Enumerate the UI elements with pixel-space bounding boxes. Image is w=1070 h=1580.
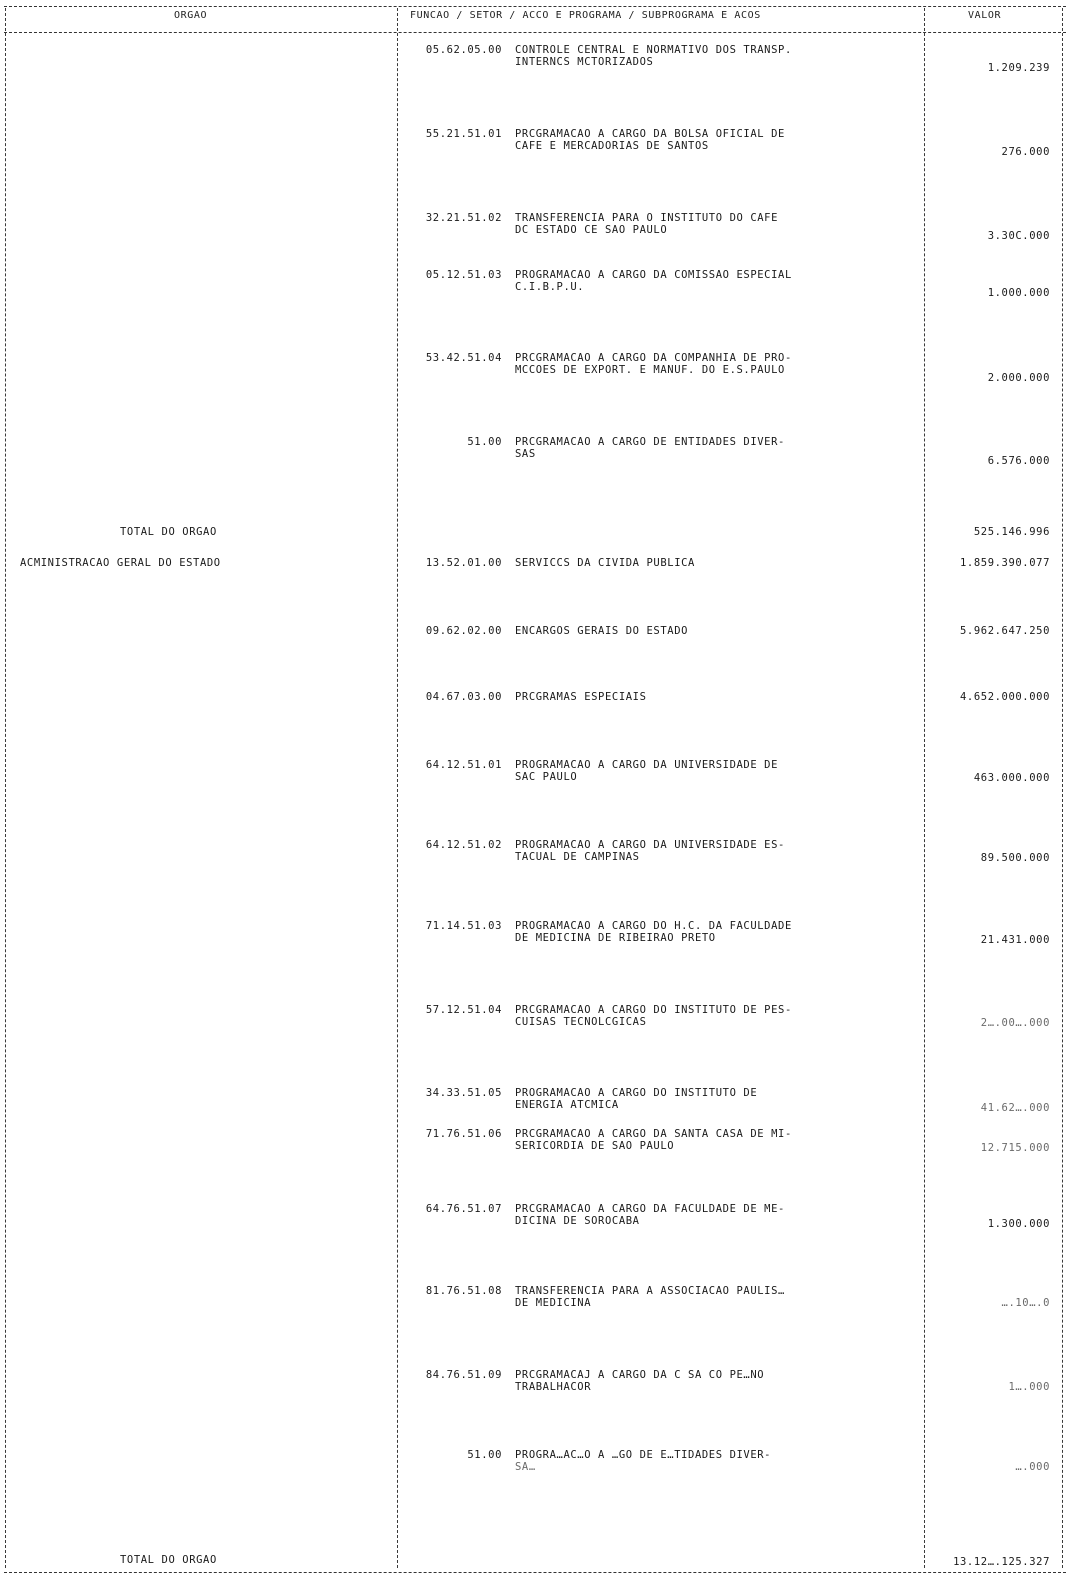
row-desc-line1: PRCGRAMAS ESPECIAIS (515, 691, 647, 703)
row-code: 71.76.51.06 (425, 1128, 502, 1140)
total-orgao-value: 13.12….125.327 (953, 1556, 1050, 1568)
row-code: 71.14.51.03 (425, 920, 502, 932)
row-code: 81.76.51.08 (425, 1285, 502, 1297)
row-desc-line1: TRANSFERENCIA PARA A ASSOCIACAO PAULIS… (515, 1285, 785, 1297)
row-desc-line1: PRCGRAMACAO A CARGO DA BOLSA OFICIAL DE (515, 128, 785, 140)
row-desc-line1: ENCARGOS GERAIS DO ESTADO (515, 625, 689, 637)
row-desc-line2: MCCOES DE EXPORT. E MANUF. DO E.S.PAULO (515, 364, 785, 376)
row-desc-line2: SA… (515, 1461, 536, 1473)
row-desc-line2: SERICORDIA DE SAO PAULO (515, 1140, 675, 1152)
row-value: 89.500.000 (980, 852, 1050, 864)
row-code: 51.00 (467, 436, 502, 448)
row-value: 12.715.000 (980, 1142, 1050, 1154)
row-code: 53.42.51.04 (425, 352, 502, 364)
row-desc-line2: SAC PAULO (515, 771, 578, 783)
row-desc-line1: TRANSFERENCIA PARA O INSTITUTO DO CAFE (515, 212, 779, 224)
row-desc-line2: DE MEDICINA (515, 1297, 592, 1309)
row-value: 4.652.000.000 (960, 691, 1050, 703)
row-desc-line1: PROGRAMACAO A CARGO DA UNIVERSIDADE DE (515, 759, 779, 771)
row-desc-line2: SAS (515, 448, 536, 460)
row-value: 463.000.000 (973, 772, 1050, 784)
row-desc-line1: PROGRAMACAO A CARGO DO H.C. DA FACULDADE (515, 920, 792, 932)
row-code: 51.00 (467, 1449, 502, 1461)
row-value: ….10….0 (1001, 1297, 1050, 1309)
row-code: 13.52.01.00 (425, 557, 502, 569)
header-orgao: ORGAO (174, 10, 208, 21)
row-desc-line1: PRCGRAMACAO A CARGO DA SANTA CASA DE MI- (515, 1128, 792, 1140)
row-desc-line1: PRCGRAMACAO A CARGO DO INSTITUTO DE PES- (515, 1004, 792, 1016)
header-valor: VALOR (968, 10, 1002, 21)
row-value: 276.000 (1001, 146, 1050, 158)
row-desc-line1: PROGRA…AC…O A …GO DE E…TIDADES DIVER- (515, 1449, 772, 1461)
row-desc-line1: PRCGRAMACAO A CARGO DA FACULDADE DE ME- (515, 1203, 785, 1215)
row-desc-line1: PROGRAMACAO A CARGO DO INSTITUTO DE (515, 1087, 758, 1099)
row-value: 1….000 (1008, 1381, 1050, 1393)
header-funcao: FUNCAO / SETOR / ACCO E PROGRAMA / SUBPROGRAMA E ACOS (410, 10, 761, 21)
row-code: 57.12.51.04 (425, 1004, 502, 1016)
row-desc-line1: PRCGRAMACAO A CARGO DE ENTIDADES DIVER- (515, 436, 785, 448)
row-code: 64.76.51.07 (425, 1203, 502, 1215)
row-code: 32.21.51.02 (425, 212, 502, 224)
row-code: 55.21.51.01 (425, 128, 502, 140)
row-desc-line1: PRCGRAMACAO A CARGO DA COMPANHIA DE PRO- (515, 352, 792, 364)
column-rule-left (5, 8, 6, 1568)
row-code: 09.62.02.00 (425, 625, 502, 637)
row-desc-line1: PROGRAMACAO A CARGO DA UNIVERSIDADE ES- (515, 839, 785, 851)
row-value: 1.209.239 (987, 62, 1050, 74)
row-code: 05.12.51.03 (425, 269, 502, 281)
row-desc-line1: PRCGRAMACAJ A CARGO DA C SA CO PE…NO (515, 1369, 765, 1381)
row-value: 2….00….000 (980, 1017, 1050, 1029)
row-desc-line2: ENERGIA ATCMICA (515, 1099, 619, 1111)
row-code: 84.76.51.09 (425, 1369, 502, 1381)
header-rule (4, 32, 1066, 33)
row-desc-line1: PROGRAMACAO A CARGO DA COMISSAO ESPECIAL (515, 269, 792, 281)
column-rule-1 (397, 8, 398, 1568)
row-desc-line2: DICINA DE SOROCABA (515, 1215, 640, 1227)
row-desc-line1: CONTROLE CENTRAL E NORMATIVO DOS TRANSP. (515, 44, 792, 56)
column-rule-right (1062, 8, 1063, 1568)
column-rule-2 (924, 8, 925, 1568)
row-desc-line2: CAFE E MERCADORIAS DE SANTOS (515, 140, 709, 152)
row-desc-line2: C.I.B.P.U. (515, 281, 585, 293)
row-value: 21.431.000 (980, 934, 1050, 946)
total-orgao-label: TOTAL DO ORGAO (120, 1554, 217, 1566)
row-code: 64.12.51.01 (425, 759, 502, 771)
orgao-name: ACMINISTRACAO GERAL DO ESTADO (20, 557, 221, 569)
total-orgao-label: TOTAL DO ORGAO (120, 526, 217, 538)
row-code: 64.12.51.02 (425, 839, 502, 851)
row-code: 05.62.05.00 (425, 44, 502, 56)
row-desc-line2: TRABALHACOR (515, 1381, 592, 1393)
total-orgao-value: 525.146.996 (973, 526, 1050, 538)
row-value: 1.300.000 (987, 1218, 1050, 1230)
bottom-rule (4, 1572, 1066, 1573)
row-value: 6.576.000 (987, 455, 1050, 467)
top-rule (4, 6, 1066, 7)
row-value: 41.62….000 (980, 1102, 1050, 1114)
row-desc-line2: DC ESTADO CE SAO PAULO (515, 224, 668, 236)
row-desc-line1: SERVICCS DA CIVIDA PUBLICA (515, 557, 695, 569)
row-code: 04.67.03.00 (425, 691, 502, 703)
row-value: 1.859.390.077 (960, 557, 1050, 569)
row-value: 3.30C.000 (987, 230, 1050, 242)
row-desc-line2: CUISAS TECNOLCGICAS (515, 1016, 647, 1028)
row-value: 5.962.647.250 (960, 625, 1050, 637)
row-desc-line2: INTERNCS MCTORIZADOS (515, 56, 654, 68)
row-value: 1.000.000 (987, 287, 1050, 299)
row-value: ….000 (1015, 1461, 1050, 1473)
row-desc-line2: DE MEDICINA DE RIBEIRAO PRETO (515, 932, 716, 944)
row-desc-line2: TACUAL DE CAMPINAS (515, 851, 640, 863)
row-code: 34.33.51.05 (425, 1087, 502, 1099)
row-value: 2.000.000 (987, 372, 1050, 384)
